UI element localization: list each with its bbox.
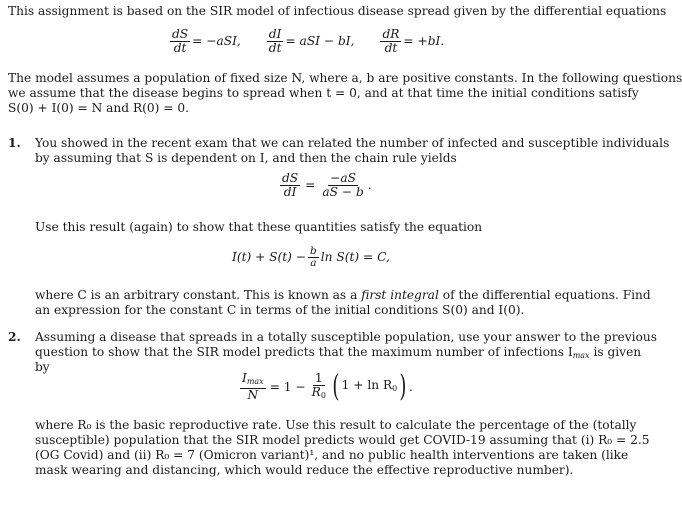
- question-1-line: by assuming that S is dependent on I, and then the chain rule yields: [35, 151, 457, 165]
- sir-equation-system: [168, 28, 444, 55]
- intro-paragraph-line: S(0) + I(0) = N and R(0) = 0.: [8, 101, 189, 115]
- dI-rhs: = aSI − bI,: [285, 34, 355, 48]
- question-1-line: Use this result (again) to show that these quantities satisfy the equation: [35, 220, 483, 234]
- question-1-line: where C is an arbitrary constant. This is known as a first integral of the differential equations. Find: [35, 288, 651, 302]
- question-2-line: by: [35, 360, 50, 374]
- intro-paragraph-line: we assume that the disease begins to spread when t = 0, and at that time the initial conditions satisfy: [8, 86, 639, 100]
- question-2-line: susceptible) population that the SIR model predicts would get COVID-19 assuming that (i) R₀ = 2.5: [35, 433, 650, 447]
- question-1-line: an expression for the constant C in terms of the initial conditions S(0) and I(0).: [35, 303, 525, 317]
- intro-line: This assignment is based on the SIR model of infectious disease spread given by the differential equations: [8, 4, 667, 18]
- question-2-line: (OG Covid) and (ii) R₀ = 7 (Omicron variant)¹, and no public health interventions are taken (like: [35, 448, 629, 462]
- first-integral-equation: I(t) + S(t) − $\frac{b}{a}$ ln S(t) = C,: [232, 245, 390, 269]
- max-infections-equation: $\frac{I_{max}}{N}$ = 1 − $\frac{1}{R_0}$ ( $1 + \ln R_0$ ) .: [242, 369, 413, 404]
- chain-rule-equation: $\frac{dS}{dI}$ = $\frac{-aS}{aS - b}$ .: [282, 171, 372, 199]
- question-2-line: question to show that the SIR model predicts that the maximum number of infections $I_{max}$ is given: [35, 345, 642, 360]
- dR-dt-fraction: $\frac{dR}{dt}$: [382, 27, 400, 55]
- question-2-line: mask wearing and distancing, which would reduce the effective reproductive number).: [35, 463, 574, 477]
- question-2-line: where R₀ is the basic reproductive rate. Use this result to calculate the percentage of the (totally: [35, 418, 637, 432]
- question-2-line: Assuming a disease that spreads in a totally susceptible population, use your answer to the previous: [35, 330, 657, 344]
- dS-rhs: = −aSI,: [192, 34, 241, 48]
- dS-dt-fraction: $\frac{dS}{dt}$: [172, 27, 189, 55]
- question-number: 2.: [8, 330, 21, 344]
- dI-dt-fraction: $\frac{dI}{dt}$: [268, 27, 282, 55]
- intro-paragraph-line: The model assumes a population of fixed size N, where a, b are positive constants. In the following questions: [8, 71, 682, 85]
- question-number: 1.: [8, 136, 21, 150]
- dR-rhs: = +bI.: [403, 34, 445, 48]
- question-1-line: You showed in the recent exam that we can related the number of infected and susceptible individuals: [35, 136, 670, 150]
